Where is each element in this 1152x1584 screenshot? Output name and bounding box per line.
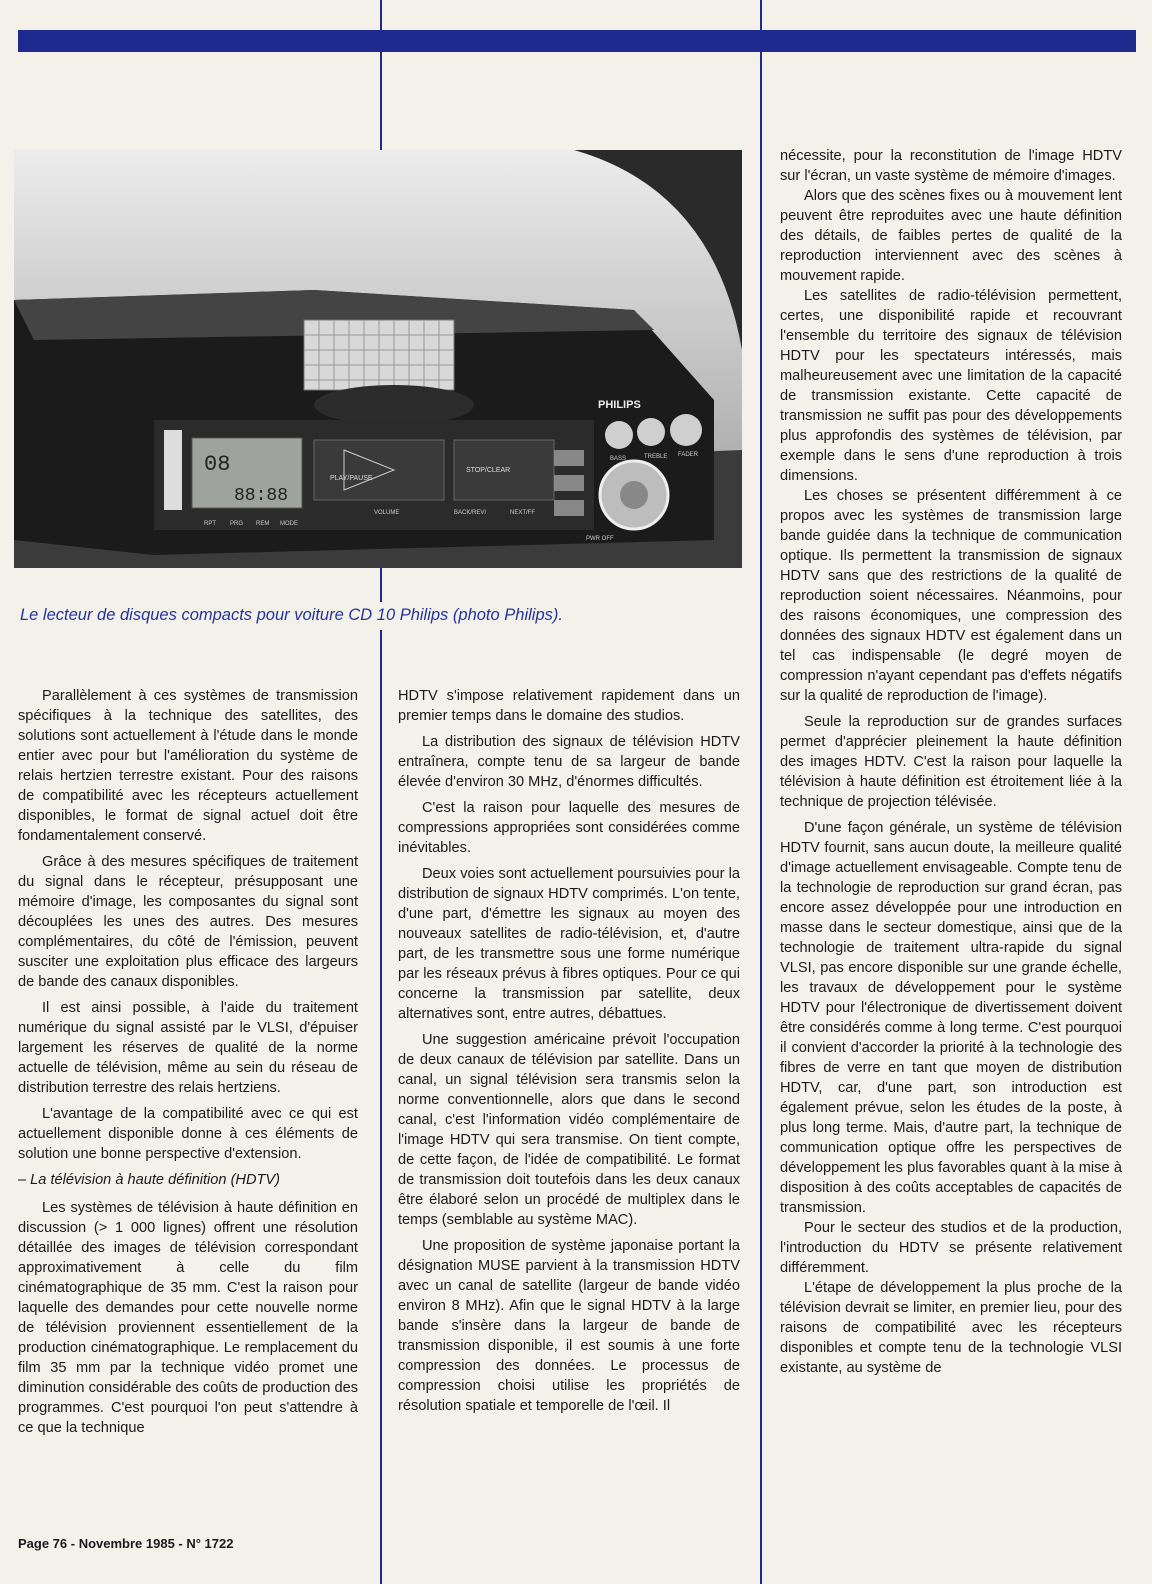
- column-rule-left: [380, 52, 382, 150]
- paragraph: Une proposition de système japonaise portant la désignation MUSE parvient à la transmission HDTV avec un canal de satellite (largeur de bande vidéo environ 8 MHz). Afin que le signal HDTV à la large bande s'insère dans la largeur de bande de transmission disponible, il est soumis à une forte compression des données. Le processus de compression choisi utilise les propriétés de résolution spatiale et temporelle de l'œil. Il: [398, 1238, 740, 1414]
- cd-player-photo: [14, 150, 742, 568]
- mode-label: MODE: [280, 521, 298, 527]
- paragraph: Alors que des scènes fixes ou à mouvement lent peuvent être reproduites avec une haute définition des détails, de faibles pertes de qualité de la reproduction interviennent avec des scènes à mouvement rapide.: [780, 188, 1122, 284]
- paragraph: L'avantage de la compatibilité avec ce qui est actuellement disponible donne à ces éléments de solution une bonne perspective d'extension.: [18, 1106, 358, 1162]
- paragraph: Parallèlement à ces systèmes de transmission spécifiques à la technique des satellites, des solutions sont actuellement à l'étude dans le monde entier avec pour but l'amélioration du système de relais hertzien terrestre existant. Pour des raisons de compatibilité avec les récepteurs actuellement disponibles, le format de signal actuel doit être fondamentalement conservé.: [18, 688, 358, 844]
- column-rule-right: [760, 52, 762, 1584]
- fader-label: FADER: [678, 452, 699, 458]
- text-column-2: [398, 686, 740, 1416]
- paragraph: Les satellites de radio-télévision permettent, certes, une disponibilité rapide et recouvrant l'ensemble du territoire des signaux de télévision HDTV pour les spectateurs intéressés, mais malheureusement avec une limitation de la capacité de transmission existante. Cette capacité de transmission ne suffit pas pour des développements plus approfondis des systèmes de télévision, par exemple dans le sens d'une reproduction à trois dimensions.: [780, 288, 1122, 484]
- photo-caption: Le lecteur de disques compacts pour voiture CD 10 Philips (photo Philips).: [20, 606, 563, 624]
- paragraph: Grâce à des mesures spécifiques de traitement du signal dans le récepteur, présupposant une mémoire d'image, les composantes du signal sont découplées les unes des autres. Des mesures complémentaires, du côté de l'émission, peuvent susciter une exploitation plus efficace des largeurs de bande des canaux disponibles.: [18, 854, 358, 990]
- rem-label: REM: [256, 521, 270, 527]
- bass-label: BASS: [610, 456, 627, 462]
- paragraph: C'est la raison pour laquelle des mesures de compressions appropriées sont considérées comme inévitables.: [398, 800, 740, 856]
- paragraph: Les systèmes de télévision à haute définition en discussion (> 1 000 lignes) offrent une résolution détaillée des images de télévision correspondant approximativement à celle du film cinématographique de 35 mm. C'est la raison pour laquelle des demandes pour cette nouvelle norme de télévision proviennent essentiellement de la production cinématographique. Le remplacement du film 35 mm par la technique vidéo promet une diminution considérable des coûts de production des programmes. C'est pourquoi l'on peut s'attendre à ce que la technique: [18, 1200, 358, 1436]
- paragraph: Il est ainsi possible, à l'aide du traitement numérique du signal assisté par le VLSI, d'épuiser largement les réserves de qualité de la norme actuelle de télévision, même au sein du réseau de distribution terrestre des relais hertziens.: [18, 1000, 358, 1096]
- next-label: NEXT/FF: [510, 510, 535, 516]
- column-rule-left: [380, 0, 382, 30]
- treble-label: TREBLE: [644, 454, 668, 460]
- paragraph: nécessite, pour la reconstitution de l'image HDTV sur l'écran, un vaste système de mémoire d'images.: [780, 148, 1122, 184]
- section-heading: – La télévision à haute définition (HDTV): [18, 1172, 281, 1188]
- paragraph: D'une façon générale, un système de télévision HDTV fournit, sans aucun doute, la meilleure qualité d'image actuellement envisageable. Compte tenu de la technologie de reproduction sur grand écran, pas encore assez développée pour une introduction en masse dans le secteur domestique, ainsi que de la technologie de traitement ultra-rapide du signal VLSI, pas encore disponible sur une grande échelle, les travaux de développement pour le système HDTV pour l'électronique de divertissement doivent être considérés comme à long terme. C'est pourquoi il convient d'accorder la priorité à la technologie des fibres de verre en tant que moyen de distribution HDTV, car, d'une part, son introduction est également prévue, selon les études de la poste, à plus long terme. Mais, d'autre part, la technique de communication optique offre les perspectives de développement les plus favorables quant à la mise à disposition à des coûts acceptables de capacités de transmission.: [780, 820, 1122, 1216]
- column-rule-left: [380, 630, 382, 1584]
- header-band: [18, 30, 1136, 52]
- display-time: 88:88: [234, 486, 289, 506]
- philips-logo: PHILIPS: [598, 399, 641, 411]
- column-rule-right: [760, 0, 762, 30]
- paragraph: La distribution des signaux de télévision HDTV entraînera, compte tenu de sa largeur de bande élevée d'environ 30 MHz, d'énormes difficultés.: [398, 734, 740, 790]
- stop-label: STOP/CLEAR: [466, 467, 511, 474]
- text-column-3: [780, 146, 1122, 1378]
- paragraph: Une suggestion américaine prévoit l'occupation de deux canaux de télévision par satellite. Dans un canal, un signal télévision sera transmis selon la norme conventionnelle, alors que dans le second canal, c'est l'information vidéo complémentaire de l'image HDTV qui sera transmise. On tient compte, de cette façon, de l'idée de compatibilité. Le format de transmission doit toutefois dans les deux canaux être élaboré selon un procédé de multiplex dans le temps (semblable au système MAC).: [398, 1032, 740, 1228]
- paragraph: Pour le secteur des studios et de la production, l'introduction du HDTV se présente relativement différemment.: [780, 1220, 1122, 1276]
- power-label: PWR OFF: [586, 536, 614, 542]
- cd-player-illustration: [14, 150, 742, 568]
- paragraph: L'étape de développement la plus proche de la télévision devrait se limiter, en premier lieu, pour des raisons de compatibilité avec les récepteurs disponibles et compte tenu de la technologie VLSI existante, au système de: [780, 1280, 1122, 1376]
- play-label: PLAY/PAUSE: [330, 475, 373, 482]
- paragraph: Les choses se présentent différemment à ce propos avec les systèmes de transmission large bande guidée dans la technique de communication optique. Ils permettent la transmission de signaux HDTV sans que des restrictions de la qualité de reproduction soient nécessaires. Néanmoins, pour des raisons économiques, une compression des données des signaux HDTV est également dans un tel cas indispensable (le degré moyen de compression n'ayant cependant pas d'effets négatifs sur la qualité de reproduction de l'image).: [780, 488, 1122, 704]
- paragraph: HDTV s'impose relativement rapidement dans un premier temps dans le domaine des studios.: [398, 688, 740, 724]
- paragraph: Deux voies sont actuellement poursuivies pour la distribution de signaux HDTV comprimés. L'on tente, d'une part, d'émettre les signaux au moyen des nouveaux satellites de radio-télévision, et, d'autre part, de les transmettre sous une forme numérique par les réseaux prévus à fibres optiques. Pour ce qui concerne la transmission par satellite, deux alternatives sont, entre autres, débattues.: [398, 866, 740, 1022]
- display-track: 08: [204, 452, 231, 477]
- prg-label: PRG: [230, 521, 244, 527]
- page-footer: Page 76 - Novembre 1985 - N° 1722: [18, 1536, 234, 1551]
- column-rule-left: [380, 568, 382, 602]
- text-column-1: [18, 686, 358, 1438]
- rpt-label: RPT: [204, 521, 216, 527]
- volume-label: VOLUME: [374, 510, 400, 516]
- back-label: BACK/REVI: [454, 510, 487, 516]
- paragraph: Seule la reproduction sur de grandes surfaces permet d'apprécier pleinement la haute définition des images HDTV. C'est la raison pour laquelle la télévision à haute définition est étroitement liée à la technique de projection télévisée.: [780, 714, 1122, 810]
